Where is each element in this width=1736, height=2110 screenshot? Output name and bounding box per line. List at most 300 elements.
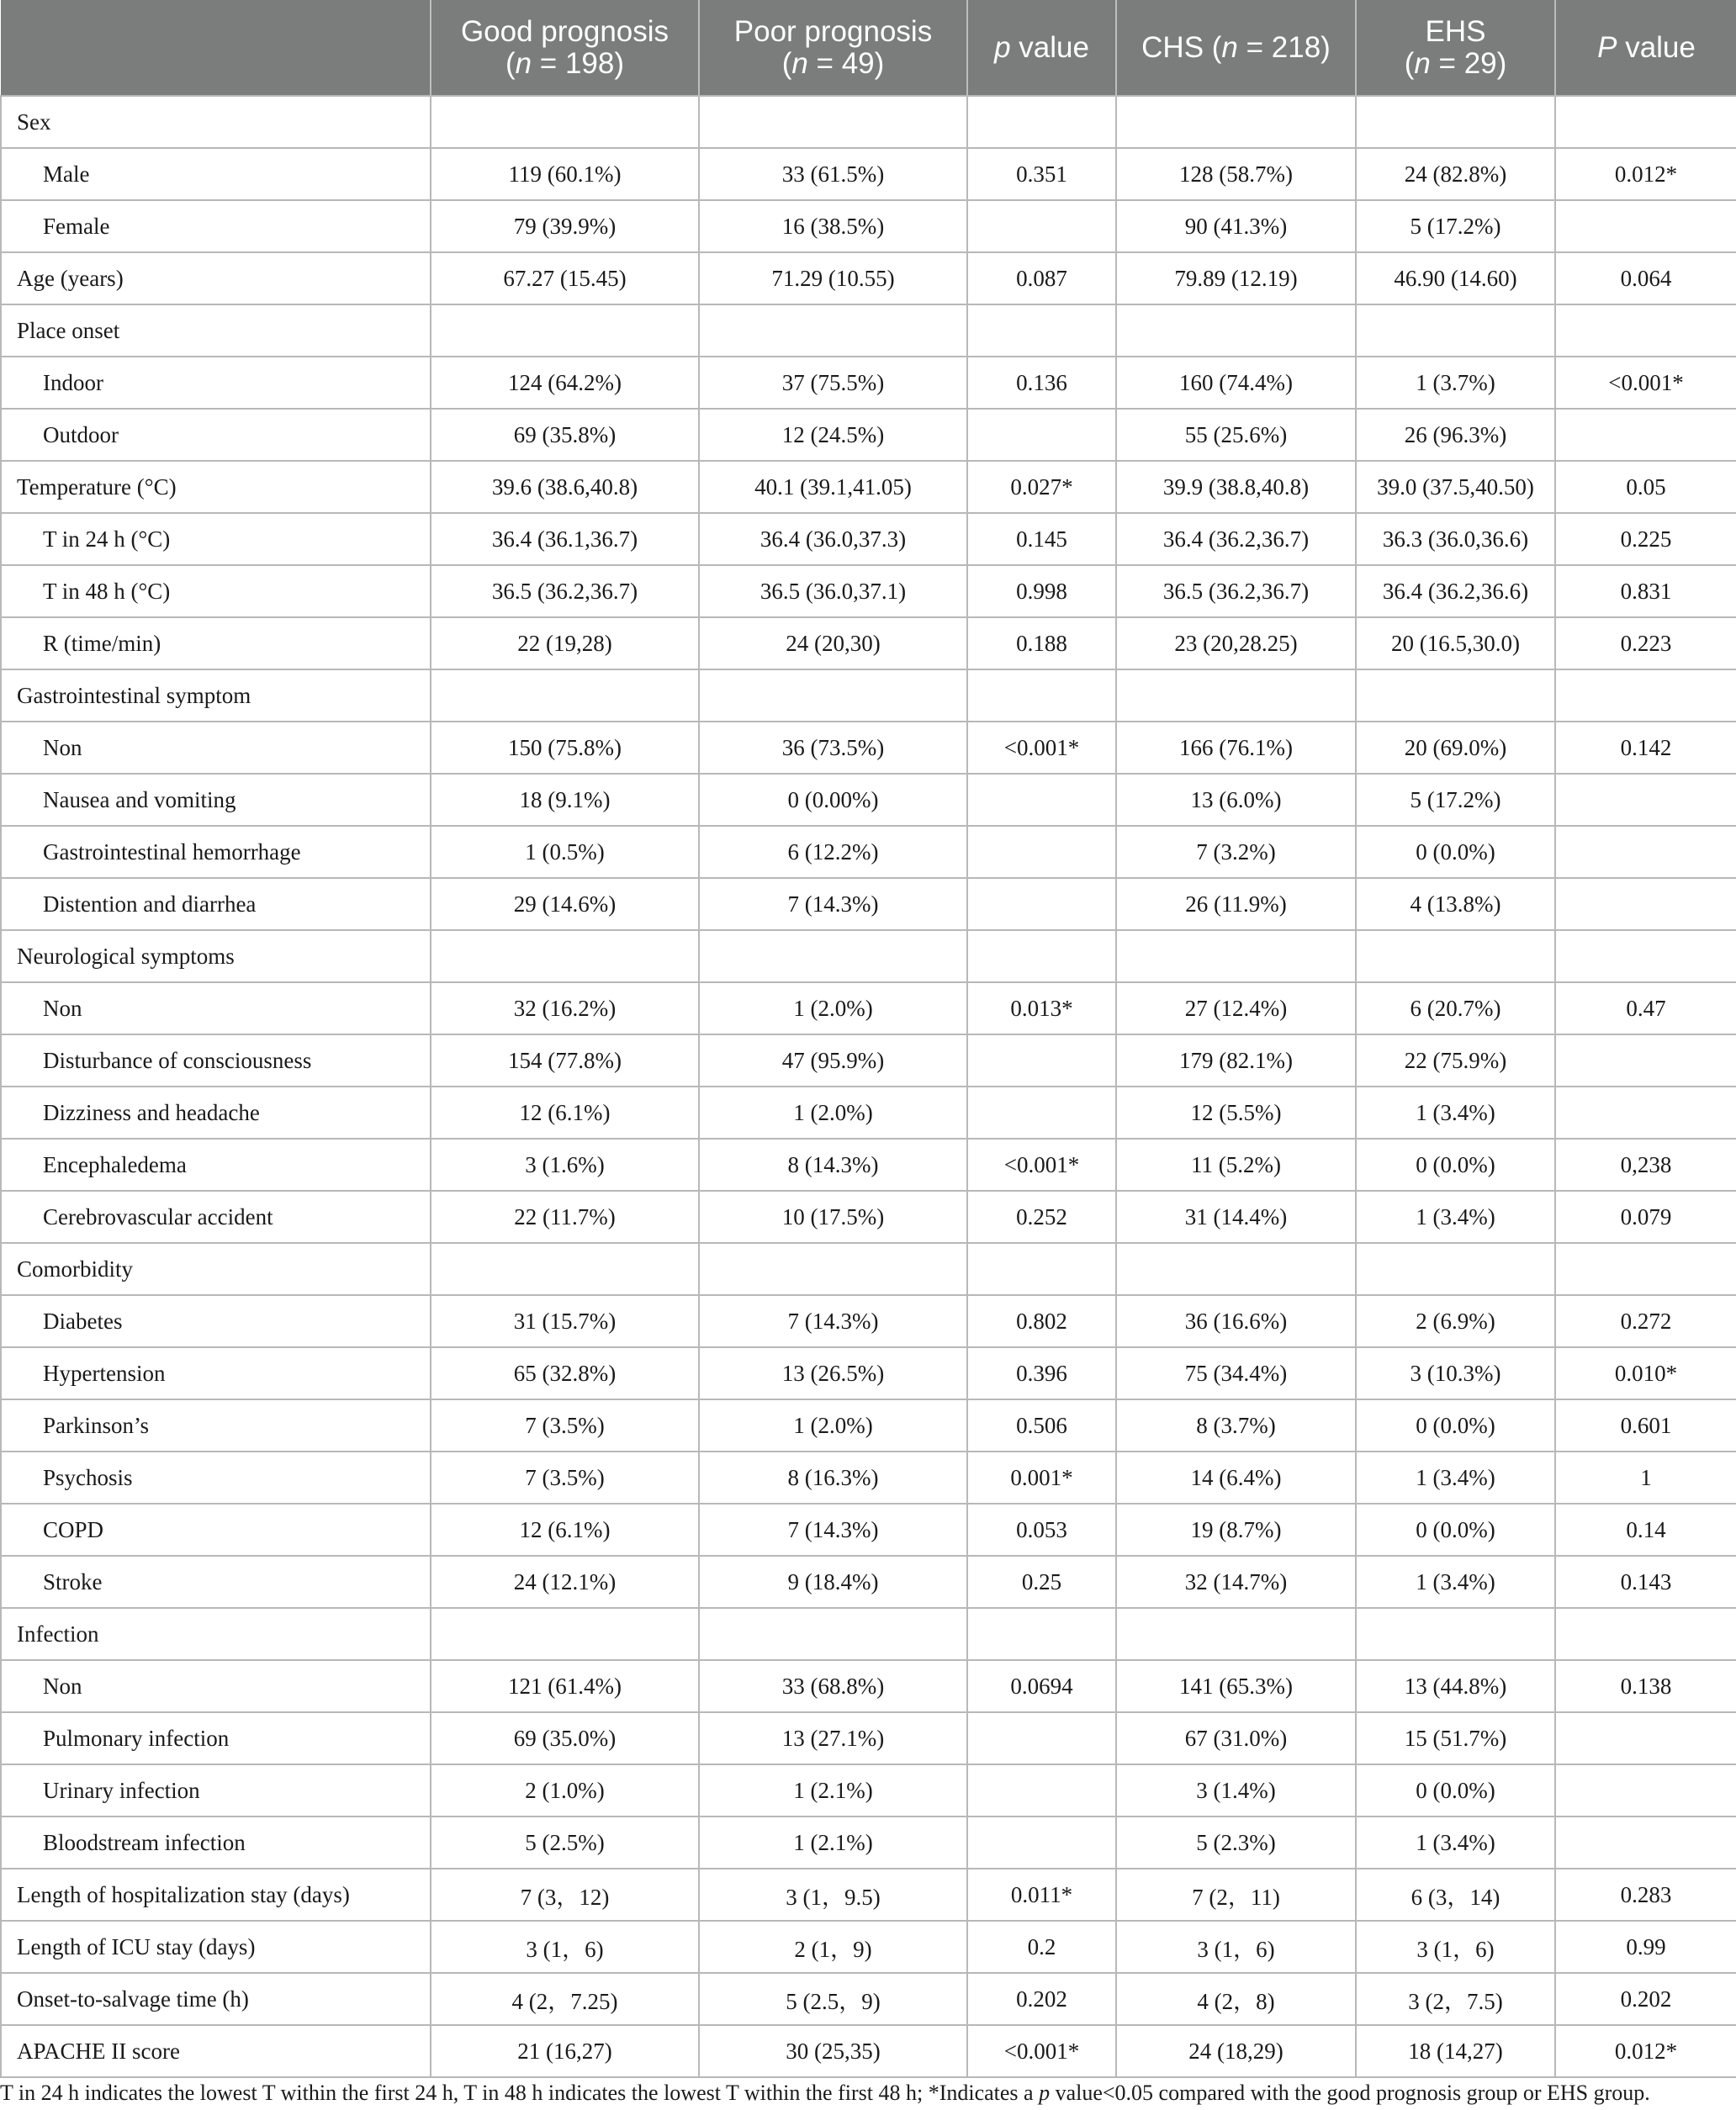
good-prognosis-cell: 1 (0.5%) [431, 826, 699, 878]
p-value-type-cell: 0.064 [1555, 252, 1736, 304]
ehs-cell: 0 (0.0%) [1356, 1399, 1555, 1452]
p-value-cell: 0.053 [967, 1504, 1116, 1556]
good-prognosis-cell: 22 (11.7%) [431, 1191, 699, 1243]
row-label: Age (years) [1, 252, 431, 304]
row-label: Encephaledema [1, 1139, 431, 1191]
header-p-value-type: P value [1555, 0, 1736, 96]
poor-prognosis-cell: 36.4 (36.0,37.3) [699, 513, 967, 565]
p-value-cell: <0.001* [967, 2025, 1116, 2077]
row-label: R (time/min) [1, 617, 431, 669]
row-label: Diabetes [1, 1295, 431, 1347]
poor-prognosis-cell: 1 (2.0%) [699, 982, 967, 1034]
p-value-cell [967, 1764, 1116, 1817]
poor-prognosis-cell: 33 (68.8%) [699, 1660, 967, 1712]
p-value-type-cell [1555, 1243, 1736, 1295]
chs-cell [1116, 304, 1356, 357]
ehs-cell: 1 (3.4%) [1356, 1191, 1555, 1243]
ehs-cell: 1 (3.4%) [1356, 1087, 1555, 1139]
chs-cell: 90 (41.3%) [1116, 200, 1356, 252]
poor-prognosis-cell: 8 (14.3%) [699, 1139, 967, 1191]
chs-cell: 27 (12.4%) [1116, 982, 1356, 1034]
p-value-cell: 0.351 [967, 148, 1116, 200]
ehs-cell: 0 (0.0%) [1356, 826, 1555, 878]
row-label: Dizziness and headache [1, 1087, 431, 1139]
ehs-cell: 24 (82.8%) [1356, 148, 1555, 200]
p-value-cell [967, 1608, 1116, 1660]
header-ehs: EHS (n = 29) [1356, 0, 1555, 96]
poor-prognosis-cell: 1 (2.1%) [699, 1817, 967, 1869]
p-value-cell: 0.252 [967, 1191, 1116, 1243]
p-value-cell [967, 774, 1116, 826]
poor-prognosis-cell: 24 (20,30) [699, 617, 967, 669]
chs-cell: 13 (6.0%) [1116, 774, 1356, 826]
row-label: Length of hospitalization stay (days) [1, 1869, 431, 1921]
poor-prognosis-cell: 36.5 (36.0,37.1) [699, 565, 967, 617]
good-prognosis-cell: 3 (1，6) [431, 1921, 699, 1973]
table-row [1, 982, 1736, 1034]
table-row [1, 1973, 1736, 2025]
good-prognosis-cell: 18 (9.1%) [431, 774, 699, 826]
p-value-cell: 0.027* [967, 461, 1116, 513]
chs-cell: 11 (5.2%) [1116, 1139, 1356, 1191]
chs-cell: 3 (1，6) [1116, 1921, 1356, 1973]
good-prognosis-cell: 3 (1.6%) [431, 1139, 699, 1191]
p-value-type-cell [1555, 1034, 1736, 1087]
good-prognosis-cell: 69 (35.8%) [431, 409, 699, 461]
table-row [1, 565, 1736, 617]
good-prognosis-cell [431, 669, 699, 722]
poor-prognosis-cell: 1 (2.0%) [699, 1087, 967, 1139]
poor-prognosis-cell: 7 (14.3%) [699, 878, 967, 930]
table-row [1, 1556, 1736, 1608]
chs-cell: 8 (3.7%) [1116, 1399, 1356, 1452]
row-label: Non [1, 982, 431, 1034]
good-prognosis-cell: 12 (6.1%) [431, 1504, 699, 1556]
ehs-cell: 20 (69.0%) [1356, 722, 1555, 774]
p-value-cell: 0.188 [967, 617, 1116, 669]
table-row [1, 461, 1736, 513]
p-value-cell: 0.013* [967, 982, 1116, 1034]
p-value-cell [967, 826, 1116, 878]
p-value-type-cell: 0.202 [1555, 1973, 1736, 2025]
ehs-cell: 3 (2，7.5) [1356, 1973, 1555, 2025]
good-prognosis-cell [431, 1608, 699, 1660]
good-prognosis-cell: 2 (1.0%) [431, 1764, 699, 1817]
poor-prognosis-cell: 0 (0.00%) [699, 774, 967, 826]
good-prognosis-cell [431, 304, 699, 357]
good-prognosis-cell: 29 (14.6%) [431, 878, 699, 930]
chs-cell: 179 (82.1%) [1116, 1034, 1356, 1087]
table-row [1, 1347, 1736, 1399]
chs-cell: 7 (3.2%) [1116, 826, 1356, 878]
good-prognosis-cell: 69 (35.0%) [431, 1712, 699, 1764]
poor-prognosis-cell [699, 96, 967, 148]
table-row [1, 1399, 1736, 1452]
p-value-type-cell: 0.601 [1555, 1399, 1736, 1452]
poor-prognosis-cell: 6 (12.2%) [699, 826, 967, 878]
p-value-type-cell: <0.001* [1555, 357, 1736, 409]
good-prognosis-cell [431, 930, 699, 982]
p-value-cell [967, 1087, 1116, 1139]
row-label: Gastrointestinal symptom [1, 669, 431, 722]
p-value-cell [967, 96, 1116, 148]
poor-prognosis-cell: 8 (16.3%) [699, 1452, 967, 1504]
chs-cell: 32 (14.7%) [1116, 1556, 1356, 1608]
ehs-cell: 39.0 (37.5,40.50) [1356, 461, 1555, 513]
table-row [1, 617, 1736, 669]
chs-cell: 75 (34.4%) [1116, 1347, 1356, 1399]
row-label: Sex [1, 96, 431, 148]
chs-cell: 36 (16.6%) [1116, 1295, 1356, 1347]
p-value-cell: 0.001* [967, 1452, 1116, 1504]
ehs-cell [1356, 669, 1555, 722]
p-value-type-cell [1555, 826, 1736, 878]
table-row [1, 1243, 1736, 1295]
ehs-cell: 1 (3.4%) [1356, 1452, 1555, 1504]
table-row [1, 669, 1736, 722]
poor-prognosis-cell: 10 (17.5%) [699, 1191, 967, 1243]
row-label: Infection [1, 1608, 431, 1660]
ehs-cell: 36.4 (36.2,36.6) [1356, 565, 1555, 617]
p-value-cell: 0.136 [967, 357, 1116, 409]
poor-prognosis-cell: 2 (1，9) [699, 1921, 967, 1973]
ehs-cell: 0 (0.0%) [1356, 1764, 1555, 1817]
p-value-cell [967, 1712, 1116, 1764]
ehs-cell [1356, 304, 1555, 357]
table-row [1, 357, 1736, 409]
poor-prognosis-cell: 37 (75.5%) [699, 357, 967, 409]
table-row [1, 200, 1736, 252]
header-good-prognosis: Good prognosis (n = 198) [431, 0, 699, 96]
good-prognosis-cell: 22 (19,28) [431, 617, 699, 669]
row-label: T in 24 h (°C) [1, 513, 431, 565]
good-prognosis-cell: 65 (32.8%) [431, 1347, 699, 1399]
p-value-cell [967, 878, 1116, 930]
good-prognosis-cell: 31 (15.7%) [431, 1295, 699, 1347]
row-label: Hypertension [1, 1347, 431, 1399]
poor-prognosis-cell: 7 (14.3%) [699, 1504, 967, 1556]
table-row [1, 1921, 1736, 1973]
chs-cell: 67 (31.0%) [1116, 1712, 1356, 1764]
poor-prognosis-cell: 33 (61.5%) [699, 148, 967, 200]
good-prognosis-cell: 32 (16.2%) [431, 982, 699, 1034]
poor-prognosis-cell: 3 (1，9.5) [699, 1869, 967, 1921]
good-prognosis-cell: 12 (6.1%) [431, 1087, 699, 1139]
table-row [1, 1817, 1736, 1869]
p-value-cell: 0.396 [967, 1347, 1116, 1399]
ehs-cell: 20 (16.5,30.0) [1356, 617, 1555, 669]
table-row [1, 1869, 1736, 1921]
p-value-type-cell [1555, 409, 1736, 461]
table-row [1, 409, 1736, 461]
table-row [1, 252, 1736, 304]
p-value-type-cell [1555, 878, 1736, 930]
table-header-row [1, 0, 1736, 96]
poor-prognosis-cell: 71.29 (10.55) [699, 252, 967, 304]
table-row [1, 148, 1736, 200]
p-value-cell: 0.2 [967, 1921, 1116, 1973]
table-row [1, 1712, 1736, 1764]
chs-cell: 36.5 (36.2,36.7) [1116, 565, 1356, 617]
table-row [1, 1295, 1736, 1347]
row-label: Parkinson’s [1, 1399, 431, 1452]
table-row [1, 1764, 1736, 1817]
row-label: Onset-to-salvage time (h) [1, 1973, 431, 2025]
p-value-cell: 0.011* [967, 1869, 1116, 1921]
p-value-cell [967, 200, 1116, 252]
chs-cell: 79.89 (12.19) [1116, 252, 1356, 304]
header-p-value-prognosis: p value [967, 0, 1116, 96]
chs-cell: 166 (76.1%) [1116, 722, 1356, 774]
p-value-type-cell: 0.223 [1555, 617, 1736, 669]
poor-prognosis-cell [699, 304, 967, 357]
chs-cell: 128 (58.7%) [1116, 148, 1356, 200]
good-prognosis-cell: 24 (12.1%) [431, 1556, 699, 1608]
poor-prognosis-cell [699, 930, 967, 982]
chs-cell: 7 (2，11) [1116, 1869, 1356, 1921]
chs-cell: 4 (2，8) [1116, 1973, 1356, 2025]
p-value-type-cell: 0.05 [1555, 461, 1736, 513]
chs-cell: 5 (2.3%) [1116, 1817, 1356, 1869]
good-prognosis-cell: 7 (3.5%) [431, 1399, 699, 1452]
ehs-cell [1356, 1243, 1555, 1295]
ehs-cell: 13 (44.8%) [1356, 1660, 1555, 1712]
good-prognosis-cell: 79 (39.9%) [431, 200, 699, 252]
ehs-cell: 2 (6.9%) [1356, 1295, 1555, 1347]
p-value-cell [967, 409, 1116, 461]
p-value-cell: 0.25 [967, 1556, 1116, 1608]
good-prognosis-cell: 4 (2，7.25) [431, 1973, 699, 2025]
p-value-type-cell: 0.143 [1555, 1556, 1736, 1608]
row-label: Bloodstream infection [1, 1817, 431, 1869]
p-value-type-cell: 0.14 [1555, 1504, 1736, 1556]
good-prognosis-cell: 7 (3，12) [431, 1869, 699, 1921]
p-value-cell: 0.145 [967, 513, 1116, 565]
row-label: Non [1, 722, 431, 774]
chs-cell: 24 (18,29) [1116, 2025, 1356, 2077]
good-prognosis-cell [431, 96, 699, 148]
chs-cell: 39.9 (38.8,40.8) [1116, 461, 1356, 513]
poor-prognosis-cell: 40.1 (39.1,41.05) [699, 461, 967, 513]
ehs-cell: 4 (13.8%) [1356, 878, 1555, 930]
p-value-cell: <0.001* [967, 722, 1116, 774]
poor-prognosis-cell: 47 (95.9%) [699, 1034, 967, 1087]
table-row [1, 513, 1736, 565]
p-value-type-cell [1555, 1764, 1736, 1817]
header-chs: CHS (n = 218) [1116, 0, 1356, 96]
row-label: Non [1, 1660, 431, 1712]
p-value-type-cell: 0.272 [1555, 1295, 1736, 1347]
chs-cell [1116, 96, 1356, 148]
header-variable [1, 0, 431, 96]
poor-prognosis-cell: 13 (27.1%) [699, 1712, 967, 1764]
chs-cell [1116, 930, 1356, 982]
poor-prognosis-cell: 1 (2.0%) [699, 1399, 967, 1452]
table-row [1, 1139, 1736, 1191]
poor-prognosis-cell: 16 (38.5%) [699, 200, 967, 252]
table-row [1, 1504, 1736, 1556]
p-value-cell: 0.087 [967, 252, 1116, 304]
row-label: Stroke [1, 1556, 431, 1608]
table-row [1, 1660, 1736, 1712]
p-value-cell [967, 1243, 1116, 1295]
table-footnote: T in 24 h indicates the lowest T within the first 24 h, T in 48 h indicates the lowest T within the first 48 h; *Indicates a p value<0.05 compared with the good prognosis group or EHS group. [0, 2081, 1650, 2105]
chs-cell: 160 (74.4%) [1116, 357, 1356, 409]
ehs-cell: 1 (3.7%) [1356, 357, 1555, 409]
good-prognosis-cell: 124 (64.2%) [431, 357, 699, 409]
p-value-cell [967, 669, 1116, 722]
row-label: Indoor [1, 357, 431, 409]
row-label: Urinary infection [1, 1764, 431, 1817]
p-value-type-cell: 1 [1555, 1452, 1736, 1504]
p-value-type-cell: 0.012* [1555, 2025, 1736, 2077]
p-value-type-cell [1555, 930, 1736, 982]
p-value-type-cell: 0.831 [1555, 565, 1736, 617]
ehs-cell: 36.3 (36.0,36.6) [1356, 513, 1555, 565]
ehs-cell [1356, 1608, 1555, 1660]
p-value-type-cell [1555, 96, 1736, 148]
p-value-type-cell [1555, 1608, 1736, 1660]
chs-cell: 36.4 (36.2,36.7) [1116, 513, 1356, 565]
p-value-cell: 0.202 [967, 1973, 1116, 2025]
row-label: Distention and diarrhea [1, 878, 431, 930]
chs-cell: 26 (11.9%) [1116, 878, 1356, 930]
p-value-type-cell: 0.012* [1555, 148, 1736, 200]
ehs-cell: 3 (1，6) [1356, 1921, 1555, 1973]
row-label: Place onset [1, 304, 431, 357]
p-value-type-cell: 0.225 [1555, 513, 1736, 565]
chs-cell: 55 (25.6%) [1116, 409, 1356, 461]
good-prognosis-cell: 121 (61.4%) [431, 1660, 699, 1712]
row-label: Length of ICU stay (days) [1, 1921, 431, 1973]
table-row [1, 878, 1736, 930]
p-value-type-cell [1555, 304, 1736, 357]
good-prognosis-cell: 7 (3.5%) [431, 1452, 699, 1504]
row-label: Temperature (°C) [1, 461, 431, 513]
table-row [1, 1452, 1736, 1504]
table-row [1, 1191, 1736, 1243]
poor-prognosis-cell [699, 669, 967, 722]
table-row [1, 304, 1736, 357]
table-row [1, 826, 1736, 878]
good-prognosis-cell: 5 (2.5%) [431, 1817, 699, 1869]
p-value-type-cell [1555, 669, 1736, 722]
poor-prognosis-cell: 30 (25,35) [699, 2025, 967, 2077]
ehs-cell: 6 (3，14) [1356, 1869, 1555, 1921]
p-value-type-cell: 0.283 [1555, 1869, 1736, 1921]
row-label: Pulmonary infection [1, 1712, 431, 1764]
ehs-cell: 46.90 (14.60) [1356, 252, 1555, 304]
p-value-type-cell: 0.142 [1555, 722, 1736, 774]
chs-cell: 3 (1.4%) [1116, 1764, 1356, 1817]
p-value-cell: 0.506 [967, 1399, 1116, 1452]
good-prognosis-cell: 67.27 (15.45) [431, 252, 699, 304]
p-value-type-cell: 0.138 [1555, 1660, 1736, 1712]
p-value-type-cell: 0.47 [1555, 982, 1736, 1034]
row-label: Disturbance of consciousness [1, 1034, 431, 1087]
row-label: COPD [1, 1504, 431, 1556]
table-row [1, 774, 1736, 826]
p-value-type-cell [1555, 200, 1736, 252]
row-label: Gastrointestinal hemorrhage [1, 826, 431, 878]
p-value-cell [967, 1034, 1116, 1087]
ehs-cell: 6 (20.7%) [1356, 982, 1555, 1034]
good-prognosis-cell: 154 (77.8%) [431, 1034, 699, 1087]
p-value-type-cell: 0.010* [1555, 1347, 1736, 1399]
table-body [1, 96, 1736, 2077]
poor-prognosis-cell: 5 (2.5，9) [699, 1973, 967, 2025]
ehs-cell: 0 (0.0%) [1356, 1504, 1555, 1556]
poor-prognosis-cell: 12 (24.5%) [699, 409, 967, 461]
ehs-cell: 15 (51.7%) [1356, 1712, 1555, 1764]
chs-cell: 23 (20,28.25) [1116, 617, 1356, 669]
ehs-cell: 5 (17.2%) [1356, 774, 1555, 826]
header-poor-prognosis: Poor prognosis (n = 49) [699, 0, 967, 96]
table-row [1, 722, 1736, 774]
row-label: Male [1, 148, 431, 200]
row-label: Comorbidity [1, 1243, 431, 1295]
p-value-cell: 0.0694 [967, 1660, 1116, 1712]
ehs-cell: 1 (3.4%) [1356, 1817, 1555, 1869]
ehs-cell [1356, 930, 1555, 982]
poor-prognosis-cell: 7 (14.3%) [699, 1295, 967, 1347]
poor-prognosis-cell [699, 1608, 967, 1660]
row-label: Psychosis [1, 1452, 431, 1504]
table-row [1, 1608, 1736, 1660]
ehs-cell: 26 (96.3%) [1356, 409, 1555, 461]
p-value-type-cell: 0.99 [1555, 1921, 1736, 1973]
ehs-cell: 3 (10.3%) [1356, 1347, 1555, 1399]
ehs-cell [1356, 96, 1555, 148]
ehs-cell: 5 (17.2%) [1356, 200, 1555, 252]
poor-prognosis-cell: 36 (73.5%) [699, 722, 967, 774]
poor-prognosis-cell: 13 (26.5%) [699, 1347, 967, 1399]
poor-prognosis-cell [699, 1243, 967, 1295]
good-prognosis-cell [431, 1243, 699, 1295]
chs-cell [1116, 1243, 1356, 1295]
good-prognosis-cell: 119 (60.1%) [431, 148, 699, 200]
good-prognosis-cell: 21 (16,27) [431, 2025, 699, 2077]
p-value-cell: 0.802 [967, 1295, 1116, 1347]
p-value-cell: <0.001* [967, 1139, 1116, 1191]
poor-prognosis-cell: 1 (2.1%) [699, 1764, 967, 1817]
good-prognosis-cell: 36.5 (36.2,36.7) [431, 565, 699, 617]
chs-cell: 19 (8.7%) [1116, 1504, 1356, 1556]
good-prognosis-cell: 39.6 (38.6,40.8) [431, 461, 699, 513]
table-row [1, 96, 1736, 148]
p-value-cell [967, 304, 1116, 357]
row-label: APACHE II score [1, 2025, 431, 2077]
chs-cell: 12 (5.5%) [1116, 1087, 1356, 1139]
p-value-cell [967, 930, 1116, 982]
row-label: Nausea and vomiting [1, 774, 431, 826]
p-value-type-cell [1555, 1712, 1736, 1764]
row-label: T in 48 h (°C) [1, 565, 431, 617]
p-value-type-cell [1555, 1817, 1736, 1869]
p-value-type-cell [1555, 774, 1736, 826]
chs-cell [1116, 669, 1356, 722]
good-prognosis-cell: 150 (75.8%) [431, 722, 699, 774]
row-label: Female [1, 200, 431, 252]
p-value-type-cell: 0.079 [1555, 1191, 1736, 1243]
chs-cell: 141 (65.3%) [1116, 1660, 1356, 1712]
table-row [1, 1087, 1736, 1139]
row-label: Neurological symptoms [1, 930, 431, 982]
ehs-cell: 1 (3.4%) [1356, 1556, 1555, 1608]
p-value-type-cell [1555, 1087, 1736, 1139]
table-row [1, 2025, 1736, 2077]
chs-cell: 14 (6.4%) [1116, 1452, 1356, 1504]
